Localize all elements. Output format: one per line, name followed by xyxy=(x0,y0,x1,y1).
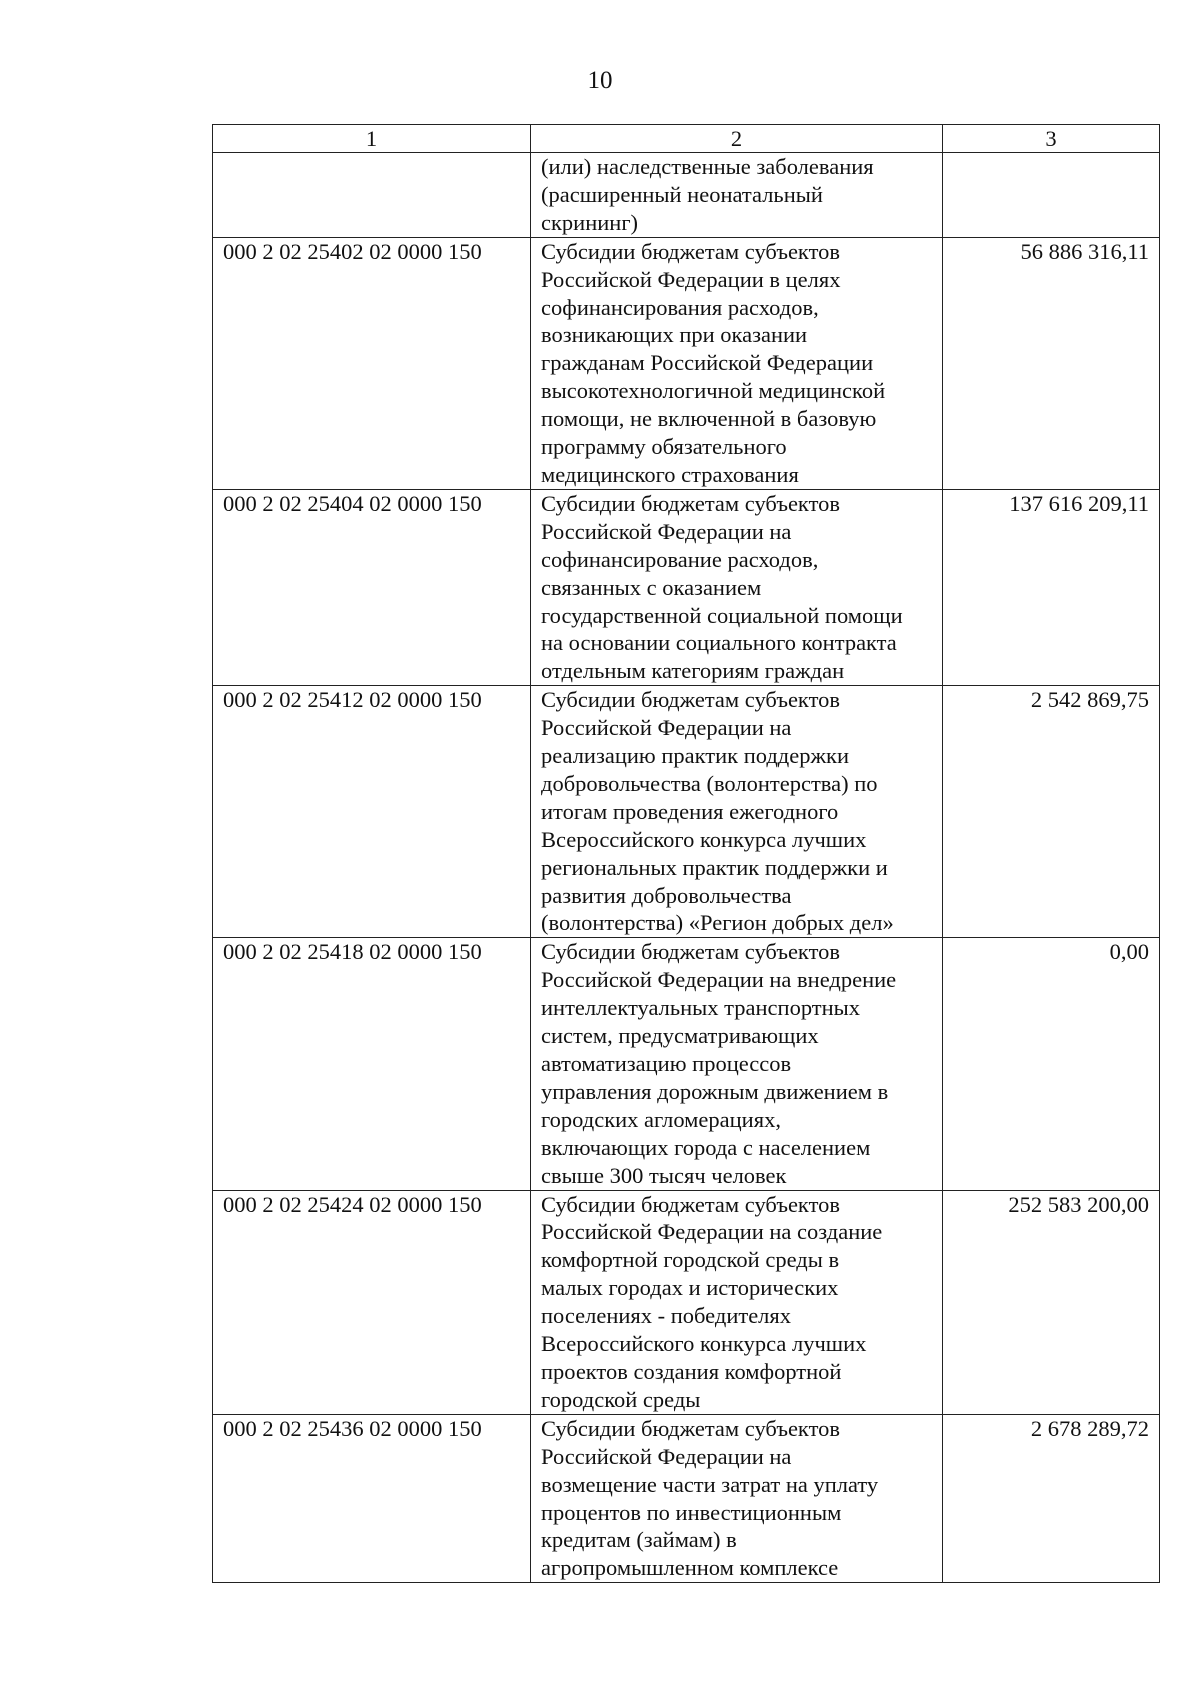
description-line: Российской Федерации на xyxy=(541,1443,792,1469)
description-line: Российской Федерации на xyxy=(541,715,792,741)
description-line: проектов создания комфортной xyxy=(541,1358,842,1384)
amount-cell: 2 542 869,75 xyxy=(943,686,1160,938)
description-cell xyxy=(531,489,943,685)
description-line: (волонтерства) «Регион добрых дел» xyxy=(541,910,894,936)
description-line: Субсидии бюджетам субъектов xyxy=(541,490,840,516)
description-line: поселениях - победителях xyxy=(541,1303,792,1329)
budget-code-cell: 000 2 02 25404 02 0000 150 xyxy=(213,489,531,685)
description-line: Российской Федерации на внедрение xyxy=(541,967,897,993)
description-line: софинансирования расходов, xyxy=(541,294,819,320)
table-row xyxy=(213,686,1160,938)
description-line: региональных практик поддержки и xyxy=(541,854,888,880)
budget-code-cell: 000 2 02 25402 02 0000 150 xyxy=(213,237,531,489)
description-line: Субсидии бюджетам субъектов xyxy=(541,939,840,965)
budget-code-cell: 000 2 02 25412 02 0000 150 xyxy=(213,686,531,938)
budget-table xyxy=(212,124,1160,1583)
description-cell xyxy=(531,1190,943,1414)
description-line: кредитам (займам) в xyxy=(541,1527,737,1553)
description-line: Всероссийского конкурса лучших xyxy=(541,1331,867,1357)
amount-cell: 252 583 200,00 xyxy=(943,1190,1160,1414)
description-cell xyxy=(531,686,943,938)
description-line: малых городах и исторических xyxy=(541,1275,839,1301)
description-line: итогам проведения ежегодного xyxy=(541,798,839,824)
description-line: программу обязательного xyxy=(541,434,787,460)
description-line: отдельным категориям граждан xyxy=(541,658,845,684)
description-line: на основании социального контракта xyxy=(541,630,897,656)
amount-cell xyxy=(943,153,1160,238)
description-cell xyxy=(531,1414,943,1582)
description-line: Российской Федерации на xyxy=(541,518,792,544)
amount-cell: 56 886 316,11 xyxy=(943,237,1160,489)
description-line: Субсидии бюджетам субъектов xyxy=(541,1191,840,1217)
description-line: Субсидии бюджетам субъектов xyxy=(541,687,840,713)
description-cell xyxy=(531,237,943,489)
description-line: управления дорожным движением в xyxy=(541,1078,889,1104)
description-line: Субсидии бюджетам субъектов xyxy=(541,1415,840,1441)
description-line: добровольчества (волонтерства) по xyxy=(541,770,878,796)
description-line: Всероссийского конкурса лучших xyxy=(541,826,867,852)
description-line: включающих города с населением xyxy=(541,1134,871,1160)
description-line: (или) наследственные заболевания xyxy=(541,154,874,179)
page-number: 10 xyxy=(587,67,613,94)
description-line: интеллектуальных транспортных xyxy=(541,995,861,1021)
description-line: связанных с оказанием xyxy=(541,574,762,600)
description-line: гражданам Российской Федерации xyxy=(541,350,874,376)
description-line: (расширенный неонатальный xyxy=(541,181,823,207)
description-line: софинансирование расходов, xyxy=(541,546,819,572)
budget-code-cell: 000 2 02 25418 02 0000 150 xyxy=(213,938,531,1190)
header-row xyxy=(213,125,1160,153)
table-row xyxy=(213,1190,1160,1414)
description-line: Российской Федерации в целях xyxy=(541,266,841,292)
description-cell xyxy=(531,938,943,1190)
description-line: развития добровольчества xyxy=(541,882,792,908)
description-line: комфортной городской среды в xyxy=(541,1247,840,1273)
table-row xyxy=(213,153,1160,238)
amount-cell: 137 616 209,11 xyxy=(943,489,1160,685)
description-line: возмещение части затрат на уплату xyxy=(541,1471,879,1497)
column-header-1: 1 xyxy=(213,125,531,153)
budget-code-cell xyxy=(213,153,531,238)
description-line: городской среды xyxy=(541,1386,701,1412)
column-header-2: 2 xyxy=(531,125,943,153)
description-line: высокотехнологичной медицинской xyxy=(541,378,886,404)
table-row xyxy=(213,489,1160,685)
description-cell xyxy=(531,153,943,238)
description-line: агропромышленном комплексе xyxy=(541,1555,839,1581)
description-line: процентов по инвестиционным xyxy=(541,1499,842,1525)
table-row xyxy=(213,938,1160,1190)
description-line: Субсидии бюджетам субъектов xyxy=(541,238,840,264)
description-line: городских агломерациях, xyxy=(541,1106,781,1132)
description-line: свыше 300 тысяч человек xyxy=(541,1162,787,1188)
description-line: реализацию практик поддержки xyxy=(541,743,849,769)
description-line: возникающих при оказании xyxy=(541,322,808,348)
description-line: скрининг) xyxy=(541,209,639,235)
description-line: систем, предусматривающих xyxy=(541,1023,819,1049)
description-line: Российской Федерации на создание xyxy=(541,1219,883,1245)
table-body xyxy=(213,153,1160,1583)
amount-cell: 0,00 xyxy=(943,938,1160,1190)
table-row xyxy=(213,237,1160,489)
description-line: автоматизацию процессов xyxy=(541,1051,792,1076)
budget-code-cell: 000 2 02 25436 02 0000 150 xyxy=(213,1414,531,1582)
description-line: государственной социальной помощи xyxy=(541,602,903,628)
table-row xyxy=(213,1414,1160,1582)
amount-cell: 2 678 289,72 xyxy=(943,1414,1160,1582)
column-header-3: 3 xyxy=(943,125,1160,153)
description-line: помощи, не включенной в базовую xyxy=(541,406,877,432)
description-line: медицинского страхования xyxy=(541,461,799,487)
budget-code-cell: 000 2 02 25424 02 0000 150 xyxy=(213,1190,531,1414)
